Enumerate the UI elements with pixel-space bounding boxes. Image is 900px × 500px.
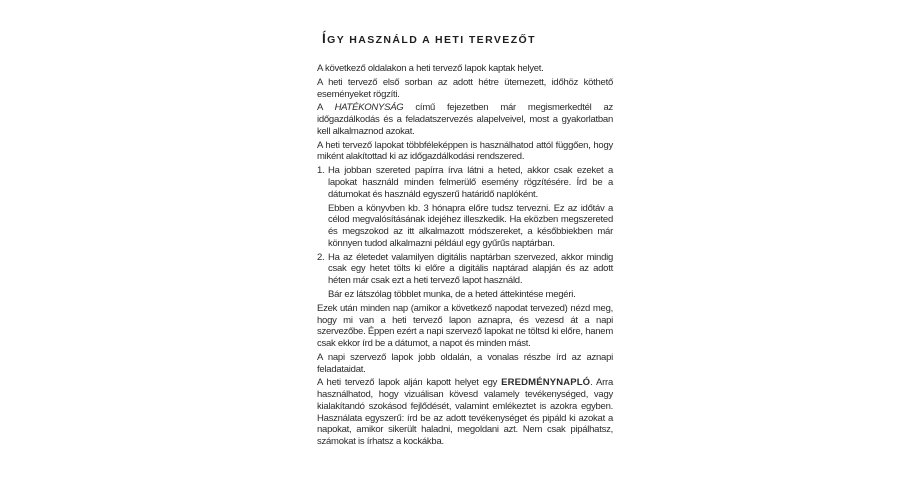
page-title: ÍGY HASZNÁLD A HETI TERVEZŐT [322,31,536,46]
text-column [317,31,613,450]
paragraph [317,77,613,100]
text-run: Ebben a könyvben kb. 3 hónapra előre tudsz tervezni. Ez az időtáv a célod megvalósításának idejéhez illeszkedik. Ha eközben megszereted és megszokod az itt alkalmazott módszereket, a későbbiekben már könnyen tudod alkalmazni például egy gyűrűs naptárban. [328,202,613,249]
paragraph [317,140,613,163]
text-run: A heti tervező lapokat többféleképpen is használhatod attól függően, hogy miként alakítottad ki az időgazdálkodási rendszered. [317,139,613,163]
text-run: Bár ez látszólag többlet munka, de a heted áttekintése megéri. [328,288,576,300]
text-run: A [317,102,335,114]
list-continuation [328,289,613,301]
text-run: Ezek után minden nap (amikor a következő napodat tervezed) nézd meg, hogy mi van a heti tervező lapon aznapra, és vezesd át a napi szervezőbe. Éppen ezért a napi szervező lapokat ne töltsd ki előre, hanem csak ekkor írd be a dátumot, a napot és minden mást. [317,302,613,349]
text-run: HATÉKONYSÁG [334,102,404,114]
document-blocks [317,63,613,448]
paragraph [317,303,613,350]
text-run: A napi szervező lapok jobb oldalán, a vonalas részbe írd az aznapi feladataidat. [317,351,613,375]
text-run: Ha az életedet valamilyen digitális naptárban szervezed, akkor mindig csak egy hetet tölts ki előre a digitális naptárad alapján és az adott héten már csak ezt a heti tervező lapot használd. [328,251,613,287]
text-run: című fejezetben már megismerkedtél az időgazdálkodás és a feladatszervezés alapelveivel, most a gyakorlatban kell alkalmaznod azokat. [317,102,614,137]
paragraph [317,63,613,75]
text-run: A következő oldalakon a heti tervező lapok kaptak helyet. [317,63,544,74]
text-run: EREDMÉNYNAPLÓ [501,377,591,389]
text-run: . Arra használhatod, hogy vizuálisan kövesd valamely tevékenységed, vagy kialakítandó szokásod fejlődését, valamint emlékeztet is azokra egyben. Használata egyszerű: írd be az adott tevékenységet és pipáld ki azokat a napokat, amikor sikerült haladni, megoldani azt. Nem csak pipálhatsz, számokat is írhatsz a kockákba. [317,377,614,447]
paragraph [317,102,613,137]
list-marker: 1. [317,165,325,177]
list-marker: 2. [317,251,325,263]
paragraph [317,377,613,447]
list-item [317,165,613,200]
text-run: A heti tervező első sorban az adott hétre ütemezett, időhöz köthető eseményeket rögzíti. [317,76,613,100]
list-item [317,252,613,287]
paragraph [317,352,613,375]
text-run: A heti tervező lapok alján kapott helyet egy [317,377,502,389]
list-continuation [328,203,613,250]
text-run: Ha jobban szereted papírra írva látni a heted, akkor csak ezeket a lapokat használd minden felmerülő esemény rögzítésére. Írd be a dátumokat és használd egyszerű határidő naplóként. [328,165,613,200]
